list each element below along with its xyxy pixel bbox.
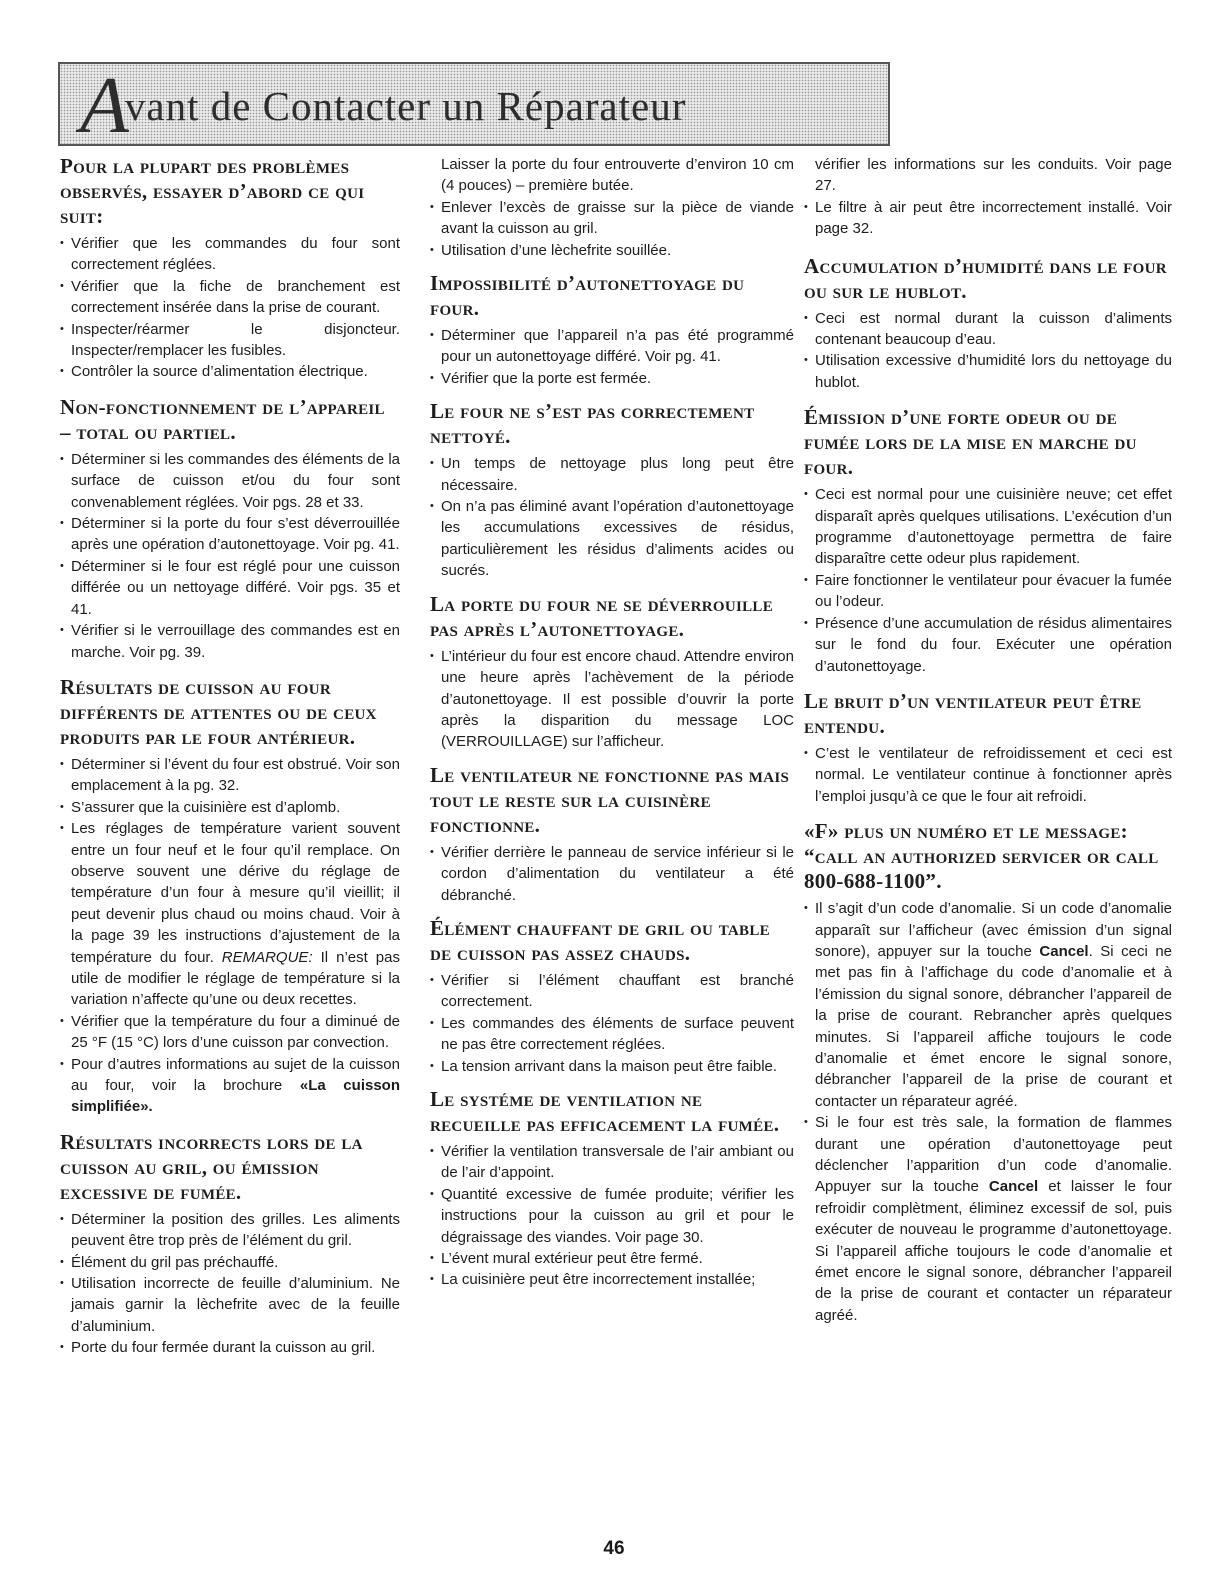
item-list	[430, 453, 794, 581]
list-item: • Les commandes des éléments de surface peuvent ne pas être correctement réglées.	[430, 1013, 794, 1056]
item-list	[60, 1209, 400, 1359]
section-baking-results	[60, 675, 400, 1118]
list-item: • Ceci est normal durant la cuisson d’aliments contenant beaucoup d’eau.	[804, 308, 1172, 351]
list-item: • La cuisinière peut être incorrectement installée;	[430, 1269, 794, 1290]
list-item: • La tension arrivant dans la maison peut être faible.	[430, 1056, 794, 1077]
section-heading: Non-fonctionnement de l’appareil – total ou partiel.	[60, 394, 385, 444]
item-text: Pour d’autres informations au sujet de la cuisson au four, voir la brochure	[71, 1055, 400, 1094]
section-ventilation	[430, 1087, 794, 1291]
section-heading: «F» plus un numéro et le message: “call an authorized servicer or call 800-688-1100”.	[804, 819, 1159, 894]
list-item: • L’évent mural extérieur peut être fermé.	[430, 1248, 794, 1269]
list-item: • Vérifier la ventilation transversale de l’air ambiant ou de l’air d’appoint.	[430, 1141, 794, 1184]
remark-text: Il n’est pas utile de modifier le réglage de température si la variation n’affecte qu’une ou deux recettes.	[71, 948, 400, 1009]
page-number: 46	[603, 1538, 625, 1559]
section-odor-smoke	[804, 405, 1172, 677]
item-list	[804, 484, 1172, 677]
section-heading: Pour la plupart des problèmes observés, essayer d’abord ce qui suit:	[60, 154, 365, 228]
list-item: • Vérifier que la porte est fermée.	[430, 368, 794, 389]
remark-label: REMARQUE:	[221, 948, 313, 966]
list-item: • Utilisation incorrecte de feuille d’aluminium. Ne jamais garnir la lèchefrite avec de la feuille d’aluminium.	[60, 1273, 400, 1337]
list-item: • On n’a pas éliminé avant l’opération d’autonettoyage les accumulations excessives de résidus, particulièrement les résidus d’aliments acides ou sucrés.	[430, 496, 794, 582]
list-item: • S’assurer que la cuisinière est d’aplomb.	[60, 797, 400, 818]
cancel-key-label: Cancel	[1039, 942, 1089, 960]
title-banner	[58, 62, 890, 146]
list-item: • Vérifier si le verrouillage des commandes est en marche. Voir pg. 39.	[60, 620, 400, 663]
section-heading: Résultats de cuisson au four différents de attentes ou de ceux produits par le four antérieur.	[60, 674, 377, 749]
column-3	[804, 154, 1172, 1326]
list-item: • Contrôler la source d’alimentation électrique.	[60, 361, 400, 382]
item-list	[430, 842, 794, 906]
list-item: • Porte du four fermée durant la cuisson au gril.	[60, 1337, 400, 1358]
section-heading: Accumulation d’humidité dans le four ou sur le hublot.	[804, 253, 1167, 303]
item-list	[430, 325, 794, 389]
section-heading: Impossibilité d’autonettoyage du four.	[430, 271, 745, 321]
section-not-cleaned	[430, 399, 794, 581]
item-text: Les réglages de température varient souvent entre un four neuf et le four qu’il remplace. On observe souvent une dérive du réglage de température d’un four à mesure qu’il vieillit; il peut devenir plus chaud ou moins chaud. Voir à la page 39 les instructions d’ajustement de la température du four.	[71, 820, 400, 966]
item-list	[60, 449, 400, 663]
list-item: • Déterminer si l’évent du four est obstrué. Voir son emplacement à la pg. 32.	[60, 754, 400, 797]
list-item: • Ceci est normal pour une cuisinière neuve; cet effet disparaît après quelques utilisations. L’exécution d’un programme d’autonettoyage permettra de faire disparaître cette odeur plus rapidement.	[804, 484, 1172, 570]
section-elements-not-hot	[430, 916, 794, 1077]
list-item: • Faire fonctionner le ventilateur pour évacuer la fumée ou l’odeur.	[804, 570, 1172, 613]
list-item	[60, 1054, 400, 1118]
list-item: • Vérifier que la température du four a diminué de 25 °F (15 °C) lors d’une cuisson par convection.	[60, 1011, 400, 1054]
list-item: • C’est le ventilateur de refroidissement et ceci est normal. Le ventilateur continue à fonctionner après l’emploi jusqu’à ce que le four ait refroidi.	[804, 743, 1172, 807]
section-broil-continued	[430, 154, 794, 261]
section-broil-results	[60, 1130, 400, 1359]
item-list	[804, 154, 1172, 240]
item-list	[804, 743, 1172, 807]
section-fault-code	[804, 819, 1172, 1326]
list-item: • Le filtre à air peut être incorrectement installé. Voir page 32.	[804, 197, 1172, 240]
column-1	[60, 154, 400, 1359]
section-heading: La porte du four ne se déverrouille pas après l’autonettoyage.	[430, 591, 774, 641]
section-humidity	[804, 254, 1172, 394]
list-item: • Élément du gril pas préchauffé.	[60, 1252, 400, 1273]
list-item: Laisser la porte du four entrouverte d’environ 10 cm (4 pouces) – première butée.	[441, 156, 794, 195]
section-heading: Le four ne s’est pas correctement nettoyé.	[430, 399, 755, 449]
section-heading: Résultats incorrects lors de la cuisson au gril, ou émission excessive de fumée.	[60, 1129, 363, 1204]
list-item: • Déterminer si les commandes des éléments de la surface de cuisson et/ou du four sont convenablement réglées. Voir pgs. 28 et 33.	[60, 449, 400, 513]
item-list	[430, 646, 794, 753]
list-item: • Inspecter/réarmer le disjoncteur. Inspecter/remplacer les fusibles.	[60, 319, 400, 362]
title-text: vant de Contacter un Réparateur	[124, 83, 687, 129]
section-door-locked	[430, 592, 794, 753]
section-ventilation-continued	[804, 154, 1172, 240]
item-list	[804, 898, 1172, 1326]
item-list	[60, 233, 400, 383]
section-general-checks	[60, 154, 400, 383]
list-item: • Déterminer si le four est réglé pour une cuisson différée ou un nettoyage différé. Voir pgs. 35 et 41.	[60, 556, 400, 620]
section-heading: Émission d’une forte odeur ou de fumée lors de la mise en marche du four.	[804, 405, 1137, 480]
title-initial-letter: A	[80, 62, 129, 146]
list-item: • Déterminer que l’appareil n’a pas été programmé pour un autonettoyage différé. Voir pg. 41.	[430, 325, 794, 368]
item-text: Si le four est très sale, la formation de flammes durant une opération d’autonettoyage peut déclencher l’apparition d’un code d’anomalie. Appuyer sur la touche	[815, 1114, 1172, 1196]
list-item: • Utilisation d’une lèchefrite souillée.	[430, 240, 794, 261]
item-text: Il s’agit d’un code d’anomalie. Si un code d’anomalie apparaît sur l’afficheur (avec émission d’un signal sonore), appuyer sur la touche	[815, 900, 1172, 960]
list-item: • Un temps de nettoyage plus long peut être nécessaire.	[430, 453, 794, 496]
list-item: • L’intérieur du four est encore chaud. Attendre environ une heure après l’achèvement de la période d’autonettoyage. Il est possible d’ouvrir la porte après la disparition du message LOC (VERROUILLAGE) sur l’afficheur.	[430, 646, 794, 753]
item-list	[804, 308, 1172, 394]
section-self-clean-impossible	[430, 271, 794, 389]
list-item: • Vérifier que la fiche de branchement est correctement insérée dans la prise de courant.	[60, 276, 400, 319]
item-text: et laisser le four refroidir complètment, éliminez excessif de sol, puis exécuter de nouveau le programme d’autonettoyage. Si l’appareil affiche toujours le code d’anomalie et émet encore le signal sonore, débrancher l’appareil de la prise de courant et contacter un réparateur agréé.	[815, 1178, 1172, 1324]
item-list	[430, 154, 794, 261]
list-item: • Quantité excessive de fumée produite; vérifier les instructions pour la cuisson au gril et pour le dégraissage des viandes. Voir page 30.	[430, 1184, 794, 1248]
section-heading: Le systéme de ventilation ne recueille pas efficacement la fumée.	[430, 1086, 780, 1136]
column-2	[430, 154, 794, 1291]
section-heading: Élément chauffant de gril ou table de cuisson pas assez chauds.	[430, 915, 770, 965]
item-list	[60, 754, 400, 1118]
cancel-key-label: Cancel	[988, 1178, 1039, 1196]
section-no-operation	[60, 395, 400, 663]
list-item: • Déterminer la position des grilles. Les aliments peuvent être trop près de l’élément du gril.	[60, 1209, 400, 1252]
section-fan-not-working	[430, 763, 794, 906]
list-item: • Vérifier derrière le panneau de service inférieur si le cordon d’alimentation du ventilateur a été débranché.	[430, 842, 794, 906]
list-item: • Vérifier que les commandes du four sont correctement réglées.	[60, 233, 400, 276]
item-text: . Si ceci ne met pas fin à l’affichage du code d’anomalie et à l’émission du signal sonore, débrancher l’appareil de la prise de courant. Rebrancher après quelques minutes. Si l’appareil affiche toujours le code d’anomalie et émet encore le signal sonore, débrancher l’appareil de la prise de courant et contacter un réparateur agréé.	[815, 942, 1173, 1110]
list-item	[804, 898, 1172, 1112]
brochure-title: «La cuisson simplifiée».	[71, 1077, 400, 1116]
list-item: • Déterminer si la porte du four s’est déverrouillée après une opération d’autonettoyage. Voir pg. 41.	[60, 513, 400, 556]
item-list	[430, 970, 794, 1077]
list-item: • Utilisation excessive d’humidité lors du nettoyage du hublot.	[804, 350, 1172, 393]
list-item: • Présence d’une accumulation de résidus alimentaires sur le fond du four. Exécuter une opération d’autonettoyage.	[804, 613, 1172, 677]
list-item	[804, 1112, 1172, 1326]
page-title	[80, 62, 687, 146]
list-item: vérifier les informations sur les conduits. Voir page 27.	[815, 156, 1172, 195]
list-item: • Vérifier si l’élément chauffant est branché correctement.	[430, 970, 794, 1013]
list-item	[60, 818, 400, 1011]
section-heading: Le ventilateur ne fonctionne pas mais tout le reste sur la cuisinère fonctionne.	[430, 762, 790, 837]
list-item: • Enlever l’excès de graisse sur la pièce de viande avant la cuisson au gril.	[430, 197, 794, 240]
section-fan-noise	[804, 689, 1172, 807]
item-list	[430, 1141, 794, 1291]
section-heading: Le bruit d’un ventilateur peut être entendu.	[804, 688, 1142, 738]
